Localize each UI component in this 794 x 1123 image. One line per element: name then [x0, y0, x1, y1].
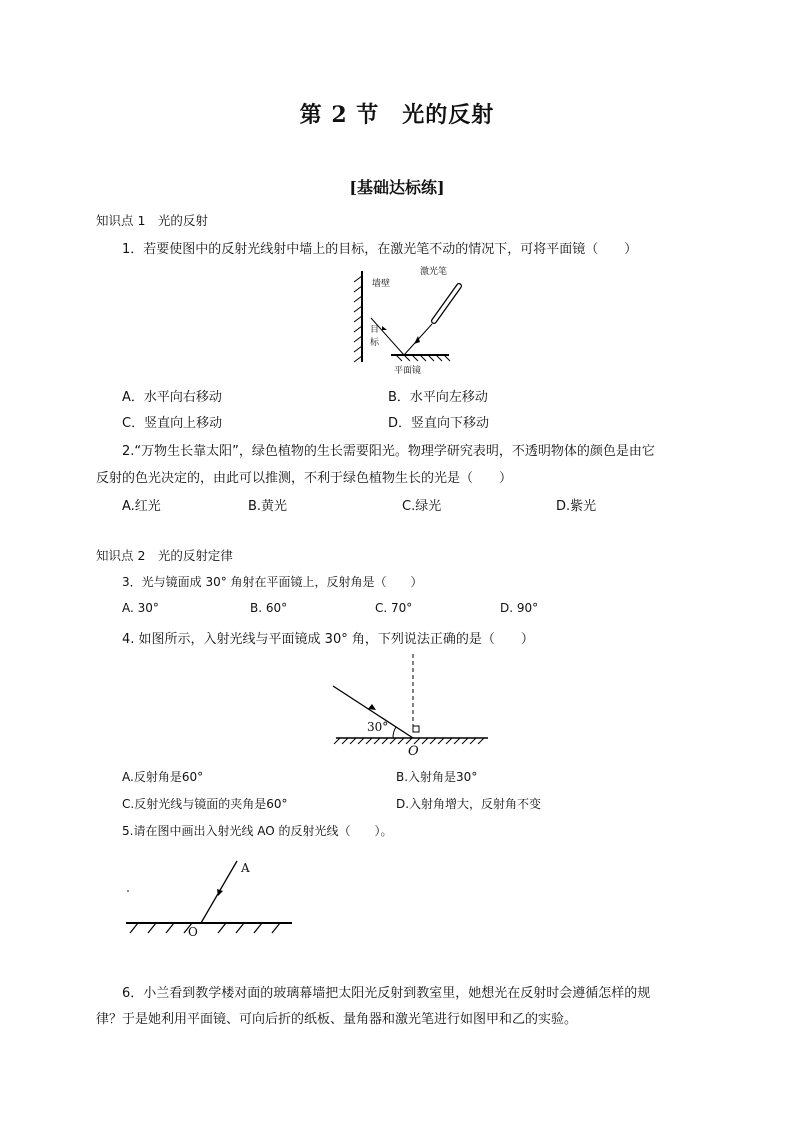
point-o-label-q5: O — [188, 925, 198, 939]
q4-option-b: B.入射角是30° — [396, 770, 478, 784]
knowledge-point-2: 知识点 2 光的反射定律 — [96, 548, 233, 563]
question-4-text: 4. 如图所示，入射光线与平面镜成 30° 角，下列说法正确的是（ ） — [122, 632, 534, 647]
target-label-1: 目 — [370, 325, 380, 335]
question-2-line-1: 2.“万物生长靠太阳”，绿色植物的生长需要阳光。物理学研究表明，不透明物体的颜色是由它 — [122, 444, 655, 459]
question-5-figure — [122, 855, 297, 940]
q2-option-d: D.紫光 — [556, 499, 597, 514]
q1-option-c: C．竖直向上移动 — [122, 416, 223, 431]
question-3-text: 3．光与镜面成 30° 角射在平面镜上，反射角是（ ） — [122, 575, 423, 589]
question-1-figure — [346, 266, 456, 376]
q3-option-a: A. 30° — [122, 601, 159, 615]
q4-option-a: A.反射角是60° — [122, 770, 204, 784]
q3-option-c: C. 70° — [375, 601, 413, 615]
point-o-label: O — [408, 744, 419, 759]
question-6-line-2: 律？于是她利用平面镜、可向后折的纸板、量角器和激光笔进行如图甲和乙的实验。 — [96, 1012, 578, 1027]
knowledge-point-1: 知识点 1 光的反射 — [96, 213, 208, 228]
q1-option-d: D．竖直向下移动 — [388, 416, 490, 431]
q4-option-d: D.入射角增大，反射角不变 — [396, 797, 542, 811]
q1-option-b: B．水平向左移动 — [388, 390, 488, 405]
angle-30-label: 30° — [367, 720, 389, 734]
question-5-text: 5.请在图中画出入射光线 AO 的反射光线（ ）。 — [122, 824, 393, 838]
wall-label: 墙壁 — [372, 279, 391, 289]
q2-option-c: C.绿光 — [402, 499, 442, 514]
point-a-label: A — [241, 861, 250, 875]
q3-option-b: B. 60° — [250, 601, 288, 615]
q3-option-d: D. 90° — [500, 601, 539, 615]
q2-option-a: A.红光 — [122, 499, 161, 514]
q2-option-b: B.黄光 — [248, 499, 288, 514]
question-1-text: 1．若要使图中的反射光线射中墙上的目标，在激光笔不动的情况下，可将平面镜（ ） — [122, 242, 638, 257]
question-2-line-2: 反射的色光决定的，由此可以推测，不利于绿色植物生长的光是（ ） — [96, 471, 513, 486]
page-title: 第 2 节 光的反射 — [299, 102, 495, 128]
question-6-line-1: 6．小兰看到教学楼对面的玻璃幕墙把太阳光反射到教室里，她想光在反射时会遵循怎样的规 — [122, 986, 651, 1001]
q1-option-a: A．水平向右移动 — [122, 390, 222, 405]
mirror-label: 平面镜 — [394, 366, 422, 376]
target-label-2: 标 — [370, 338, 380, 348]
q4-option-c: C.反射光线与镜面的夹角是60° — [122, 797, 288, 811]
laser-pen-label: 激光笔 — [420, 267, 448, 277]
section-subtitle: [基础达标练] — [349, 178, 445, 197]
